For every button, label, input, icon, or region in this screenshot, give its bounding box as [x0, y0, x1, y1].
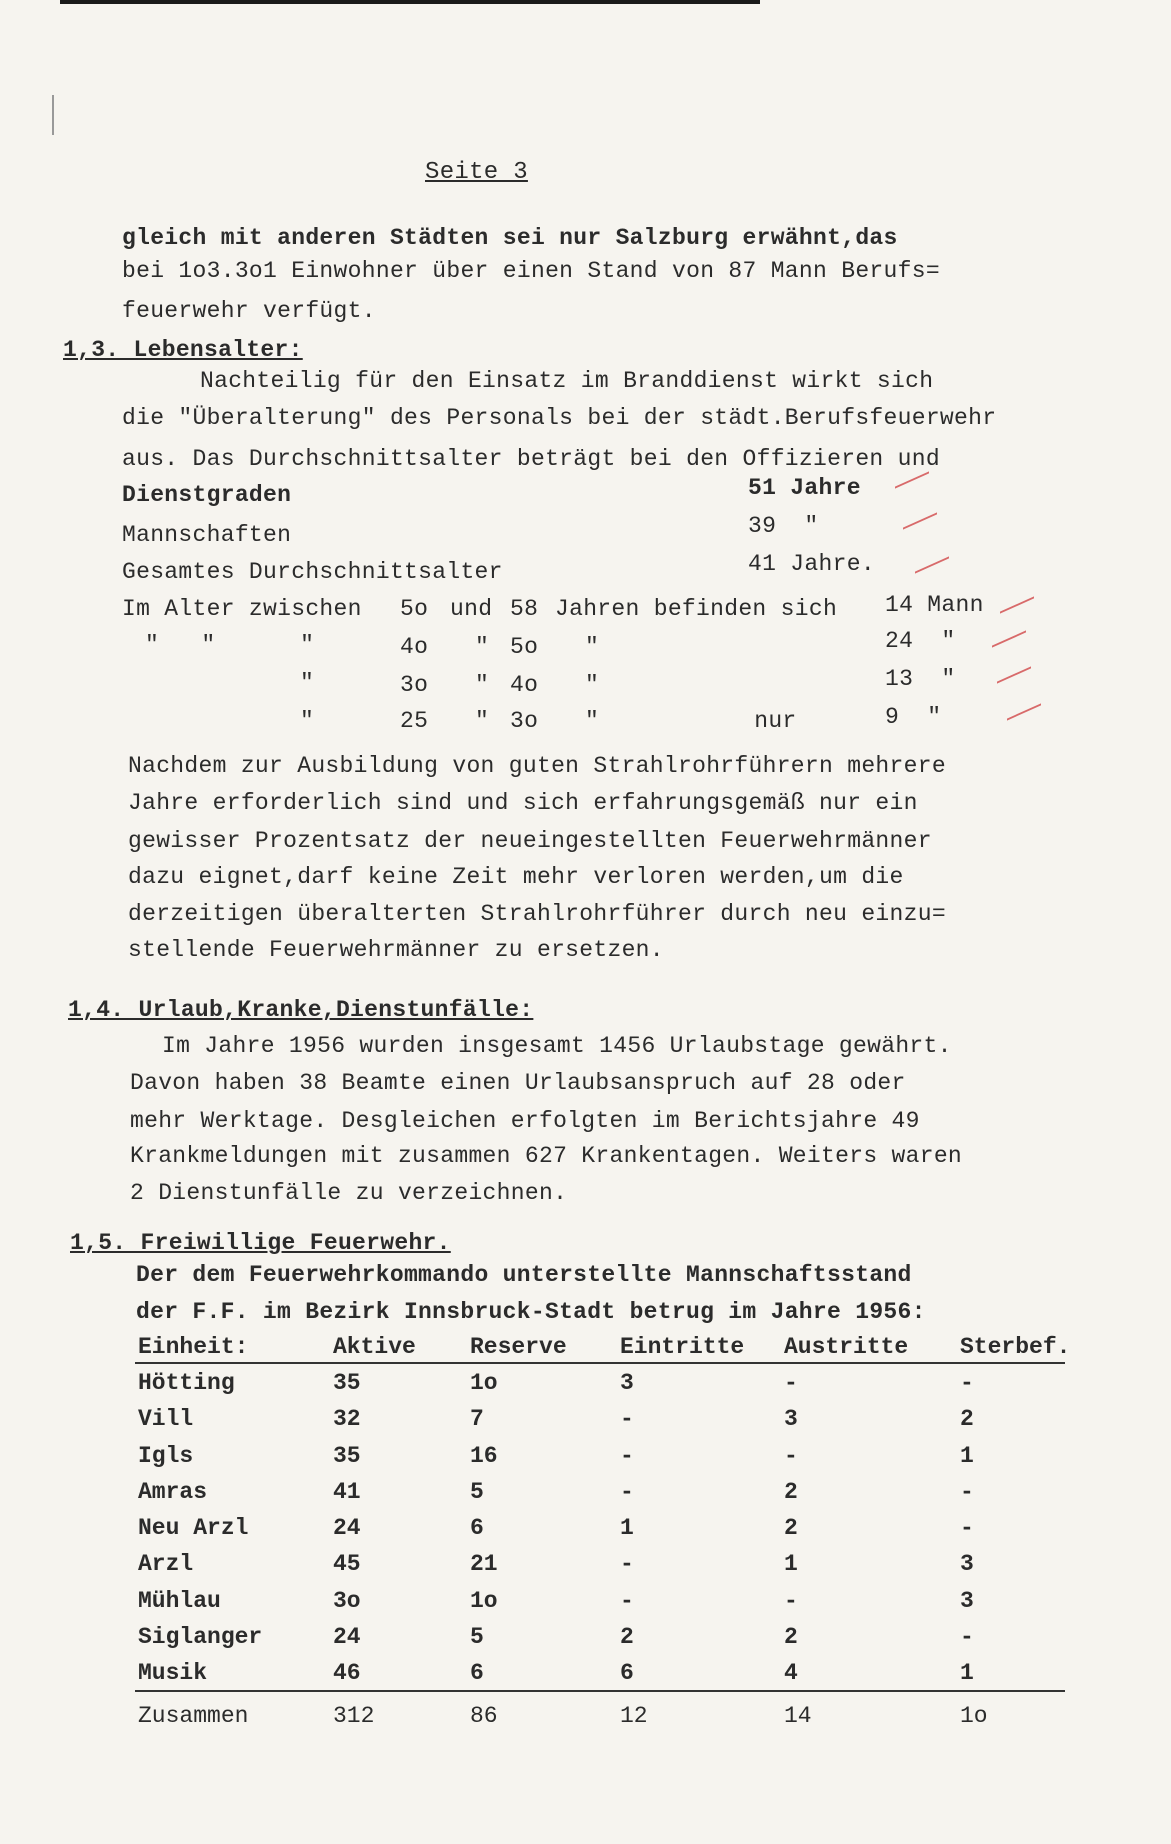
age-row-3-prefix: ": [300, 670, 315, 696]
age-value-gesamt: 41 Jahre.: [748, 551, 875, 577]
check-mark-icon: [1007, 689, 1041, 720]
age-row-4-count: 9 ": [885, 704, 942, 730]
cell-sterbef: 2: [960, 1406, 974, 1432]
cell-reserve: 6: [470, 1515, 484, 1541]
para-line-2: Jahre erforderlich sind und sich erfahrungsgemäß nur ein: [128, 790, 918, 816]
cell-eintritte: 2: [620, 1624, 634, 1650]
cell-eintritte: -: [620, 1479, 634, 1505]
age-row-2-mid: ": [475, 634, 490, 660]
cell-einheit: Igls: [138, 1443, 194, 1469]
table-row: [0, 1406, 1171, 1436]
age-row-2-to: 5o: [510, 634, 539, 660]
cell-einheit: Siglanger: [138, 1624, 263, 1650]
para-line-6: stellende Feuerwehrmänner zu ersetzen.: [128, 937, 664, 963]
age-row-3-suffix: ": [585, 672, 600, 698]
section-13-line-1: Nachteilig für den Einsatz im Branddienst wirkt sich: [200, 368, 934, 394]
cell-aktive: 3o: [333, 1588, 361, 1614]
cell-sterbef: 3: [960, 1551, 974, 1577]
header-eintritte: Eintritte: [620, 1334, 745, 1360]
age-row-3-to: 4o: [510, 672, 539, 698]
cell-aktive: 35: [333, 1443, 361, 1469]
cell-eintritte: -: [620, 1406, 634, 1432]
cell-reserve: 6: [470, 1660, 484, 1686]
intro-line-1: gleich mit anderen Städten sei nur Salzburg erwähnt,das: [122, 225, 898, 251]
age-row-2-suffix: ": [585, 634, 600, 660]
cell-aktive: 45: [333, 1551, 361, 1577]
total-austritte: 14: [784, 1703, 812, 1729]
age-label-dienstgraden: Dienstgraden: [122, 482, 292, 508]
cell-sterbef: 1: [960, 1660, 974, 1686]
section-14-line-4: Krankmeldungen mit zusammen 627 Krankentagen. Weiters waren: [130, 1143, 963, 1169]
cell-reserve: 1o: [470, 1370, 498, 1396]
cell-einheit: Musik: [138, 1660, 208, 1686]
total-label: Zusammen: [138, 1703, 249, 1729]
age-row-3-mid: ": [475, 672, 490, 698]
cell-reserve: 1o: [470, 1588, 498, 1614]
table-row: [0, 1479, 1171, 1509]
cell-eintritte: 3: [620, 1370, 634, 1396]
age-row-1-from: 5o: [400, 596, 429, 622]
age-row-1-suffix: Jahren befinden sich: [555, 596, 838, 622]
age-label-mannschaften: Mannschaften: [122, 522, 292, 548]
cell-austritte: 2: [784, 1515, 798, 1541]
total-aktive: 312: [333, 1703, 375, 1729]
cell-reserve: 21: [470, 1551, 498, 1577]
cell-austritte: 3: [784, 1406, 798, 1432]
cell-eintritte: -: [620, 1588, 634, 1614]
cell-aktive: 24: [333, 1515, 361, 1541]
cell-sterbef: -: [960, 1624, 974, 1650]
age-row-1-count: 14 Mann: [885, 592, 984, 618]
section-15-heading: 1,5. Freiwillige Feuerwehr.: [70, 1230, 451, 1256]
age-row-4-from: 25: [400, 708, 429, 734]
age-value-dienstgraden: 51 Jahre: [748, 475, 861, 501]
age-row-2-from: 4o: [400, 634, 429, 660]
cell-einheit: Mühlau: [138, 1588, 221, 1614]
table-row: [0, 1660, 1171, 1690]
section-14-line-5: 2 Dienstunfälle zu verzeichnen.: [130, 1180, 568, 1206]
cell-aktive: 41: [333, 1479, 361, 1505]
cell-sterbef: -: [960, 1370, 974, 1396]
section-14-heading: 1,4. Urlaub,Kranke,Dienstunfälle:: [68, 997, 534, 1023]
para-line-4: dazu eignet,darf keine Zeit mehr verloren werden,um die: [128, 864, 904, 890]
cell-eintritte: -: [620, 1443, 634, 1469]
para-line-3: gewisser Prozentsatz der neueingestellten Feuerwehrmänner: [128, 828, 932, 854]
header-sterbef: Sterbef.: [960, 1334, 1071, 1360]
cell-aktive: 32: [333, 1406, 361, 1432]
total-reserve: 86: [470, 1703, 498, 1729]
page-number: Seite 3: [425, 159, 528, 186]
table-header: [0, 1334, 1171, 1364]
cell-einheit: Hötting: [138, 1370, 235, 1396]
margin-mark: [52, 95, 54, 135]
age-row-4-mid: ": [475, 708, 490, 734]
age-row-4-prefix: ": [300, 708, 315, 734]
cell-reserve: 5: [470, 1624, 484, 1650]
table-header-rule: [135, 1362, 1065, 1364]
para-line-5: derzeitigen überalterten Strahlrohrführer durch neu einzu=: [128, 901, 946, 927]
table-row: [0, 1551, 1171, 1581]
section-14-line-3: mehr Werktage. Desgleichen erfolgten im Berichtsjahre 49: [130, 1108, 920, 1134]
age-row-1-mid: und: [450, 596, 493, 622]
table-total-rule: [135, 1690, 1065, 1692]
header-austritte: Austritte: [784, 1334, 909, 1360]
cell-austritte: -: [784, 1588, 798, 1614]
check-mark-icon: [992, 616, 1026, 647]
cell-eintritte: 1: [620, 1515, 634, 1541]
cell-austritte: 2: [784, 1479, 798, 1505]
check-mark-icon: [997, 652, 1031, 683]
cell-einheit: Arzl: [138, 1551, 194, 1577]
cell-einheit: Amras: [138, 1479, 208, 1505]
section-14-line-2: Davon haben 38 Beamte einen Urlaubsanspruch auf 28 oder: [130, 1070, 906, 1096]
cell-austritte: 1: [784, 1551, 798, 1577]
total-eintritte: 12: [620, 1703, 648, 1729]
cell-sterbef: -: [960, 1515, 974, 1541]
table-row: [0, 1624, 1171, 1654]
table-total-row: [0, 1703, 1171, 1733]
section-13-heading: 1,3. Lebensalter:: [63, 337, 303, 363]
section-14-line-1: Im Jahre 1956 wurden insgesamt 1456 Urlaubstage gewährt.: [162, 1033, 952, 1059]
age-row-2-count: 24 ": [885, 628, 956, 654]
cell-einheit: Vill: [138, 1406, 194, 1432]
header-aktive: Aktive: [333, 1334, 416, 1360]
age-row-1-prefix: Im Alter zwischen: [122, 596, 362, 622]
cell-reserve: 7: [470, 1406, 484, 1432]
section-15-line-1: Der dem Feuerwehrkommando unterstellte Mannschaftsstand: [136, 1262, 912, 1288]
header-reserve: Reserve: [470, 1334, 567, 1360]
check-mark-icon: [903, 498, 937, 529]
cell-austritte: -: [784, 1443, 798, 1469]
header-einheit: Einheit:: [138, 1334, 249, 1360]
cell-einheit: Neu Arzl: [138, 1515, 249, 1541]
age-value-mannschaften: 39 ": [748, 513, 819, 539]
table-row: [0, 1370, 1171, 1400]
age-row-1-to: 58: [510, 596, 539, 622]
intro-line-3: feuerwehr verfügt.: [122, 298, 376, 324]
check-mark-icon: [1000, 582, 1034, 613]
cell-reserve: 5: [470, 1479, 484, 1505]
para-line-1: Nachdem zur Ausbildung von guten Strahlrohrführern mehrere: [128, 753, 946, 779]
age-label-gesamt: Gesamtes Durchschnittsalter: [122, 559, 503, 585]
age-row-4-to: 3o: [510, 708, 539, 734]
cell-eintritte: 6: [620, 1660, 634, 1686]
cell-aktive: 35: [333, 1370, 361, 1396]
age-row-4-suffix: " nur: [585, 708, 797, 734]
age-row-3-from: 3o: [400, 672, 429, 698]
page-top-edge: [60, 0, 760, 4]
section-13-line-2: die "Überalterung" des Personals bei der städt.Berufsfeuerwehr: [122, 405, 997, 431]
cell-sterbef: -: [960, 1479, 974, 1505]
table-row: [0, 1443, 1171, 1473]
age-row-2-prefix: " " ": [145, 632, 315, 658]
table-row: [0, 1588, 1171, 1618]
check-mark-icon: [915, 542, 949, 573]
cell-eintritte: -: [620, 1551, 634, 1577]
cell-austritte: -: [784, 1370, 798, 1396]
intro-line-2: bei 1o3.3o1 Einwohner über einen Stand von 87 Mann Berufs=: [122, 258, 940, 284]
cell-aktive: 24: [333, 1624, 361, 1650]
cell-austritte: 4: [784, 1660, 798, 1686]
cell-austritte: 2: [784, 1624, 798, 1650]
table-row: [0, 1515, 1171, 1545]
cell-sterbef: 3: [960, 1588, 974, 1614]
cell-aktive: 46: [333, 1660, 361, 1686]
age-row-3-count: 13 ": [885, 666, 956, 692]
cell-reserve: 16: [470, 1443, 498, 1469]
section-13-line-3: aus. Das Durchschnittsalter beträgt bei den Offizieren und: [122, 446, 940, 472]
section-15-line-2: der F.F. im Bezirk Innsbruck-Stadt betrug im Jahre 1956:: [136, 1299, 926, 1325]
cell-sterbef: 1: [960, 1443, 974, 1469]
total-sterbef: 1o: [960, 1703, 988, 1729]
